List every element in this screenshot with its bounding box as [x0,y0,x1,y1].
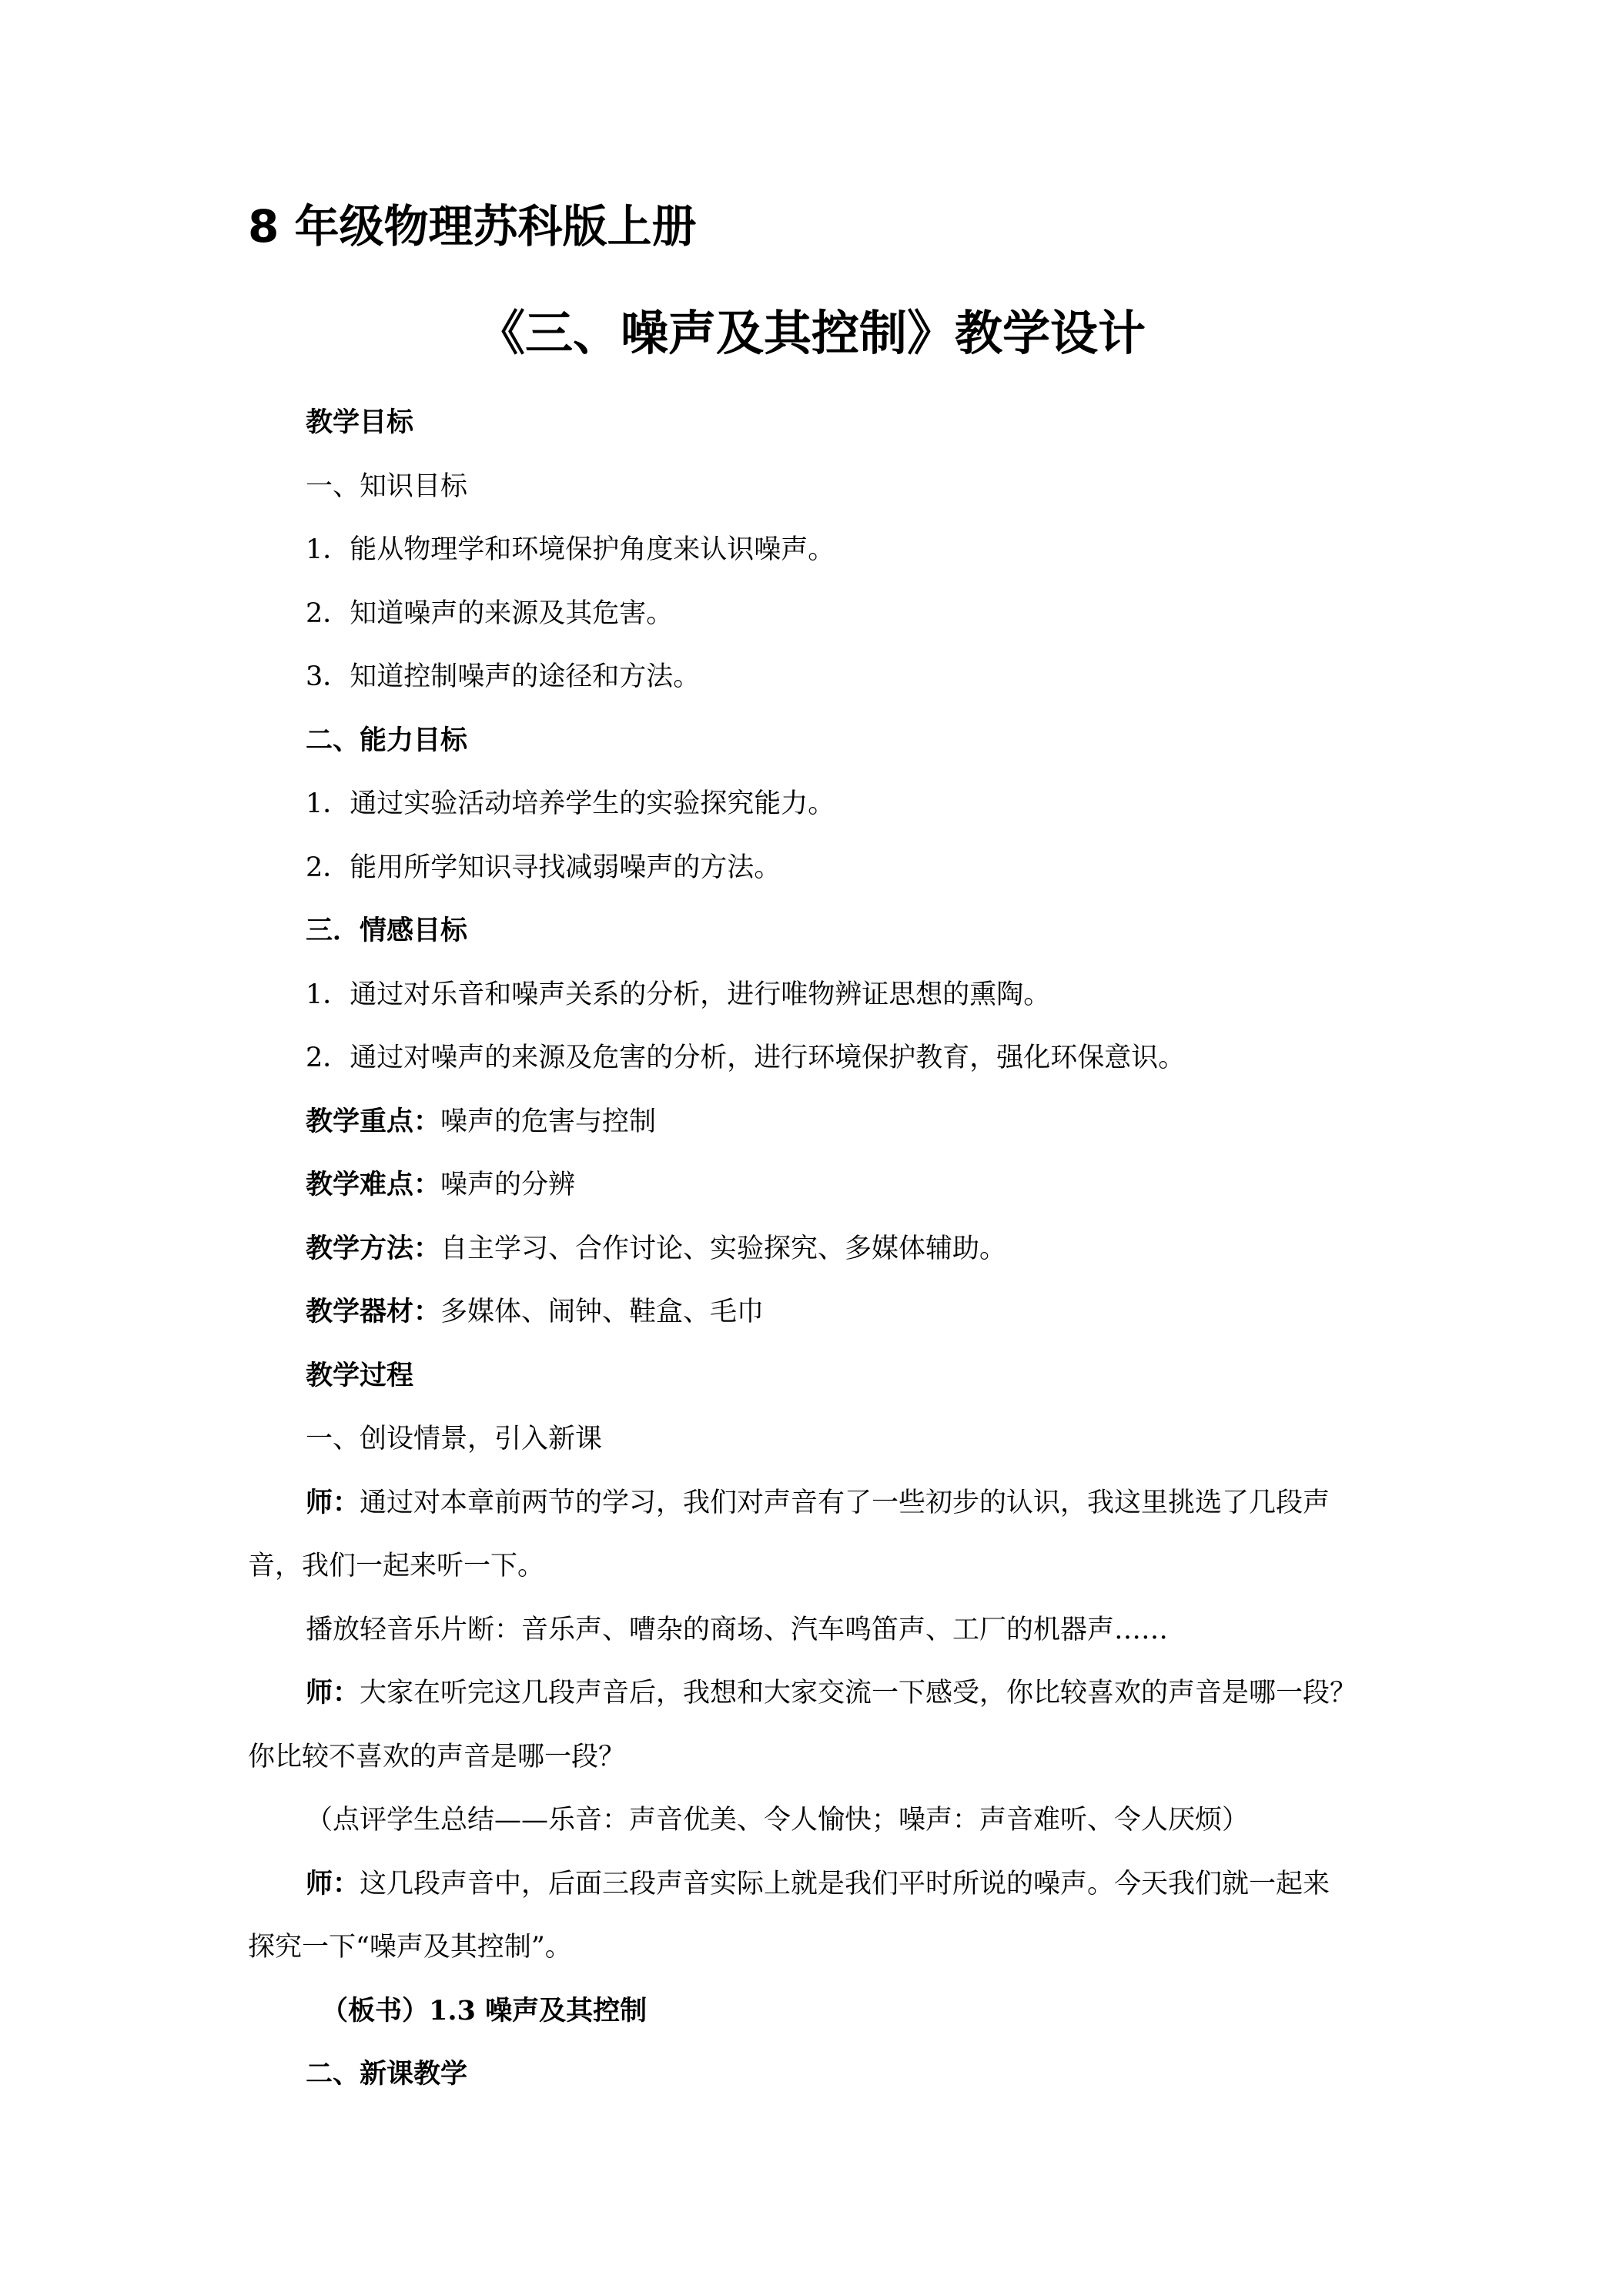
difficulty-label: 教学难点： [306,1169,441,1200]
teacher-speech-2-text: 大家在听完这几段声音后，我想和大家交流一下感受，你比较喜欢的声音是哪一段？ [360,1678,1357,1709]
teacher-speech-3-line-1 [248,1853,1380,1916]
play-description: 播放轻音乐片断：音乐声、嘈杂的商场、汽车鸣笛声、工厂的机器声…… [306,1614,1169,1645]
document-body [248,391,1380,2107]
equipment-label: 教学器材： [306,1296,441,1327]
method-text: 自主学习、合作讨论、实验探究、多媒体辅助。 [440,1233,1007,1264]
teacher-speech-3-line-2: 探究一下“噪声及其控制”。 [248,1932,572,1963]
teacher-label: 师： [306,1677,360,1709]
document-title: 8 年级物理苏科版上册 [248,200,697,253]
step2-heading: 二、新课教学 [306,2058,468,2090]
key-point-text: 噪声的危害与控制 [440,1106,657,1137]
step1-heading: 一、创设情景，引入新课 [306,1424,603,1454]
ability-heading: 二、能力目标 [306,724,468,756]
ability-item-1: 1．通过实验活动培养学生的实验探究能力。 [306,788,835,819]
teacher-speech-1-line-2: 音，我们一起来听一下。 [248,1551,545,1581]
emotion-heading: 三．情感目标 [306,915,468,946]
board-writing: （板书）1.3 噪声及其控制 [321,1994,648,2027]
lesson-title: 《三、噪声及其控制》教学设计 [477,305,1146,361]
teaching-method [248,1217,1380,1281]
goals-heading: 教学目标 [306,407,414,438]
teacher-speech-2-line-2: 你比较不喜欢的声音是哪一段？ [248,1741,626,1772]
equipment-text: 多媒体、闹钟、鞋盒、毛巾 [440,1297,765,1327]
teacher-label: 师： [306,1867,360,1899]
teacher-speech-3-text: 这几段声音中，后面三段声音实际上就是我们平时所说的噪声。今天我们就一起来 [360,1868,1330,1899]
key-point-label: 教学重点： [306,1105,441,1137]
method-label: 教学方法： [306,1232,441,1264]
knowledge-item-1: 1．能从物理学和环境保护角度来认识噪声。 [306,534,835,565]
teacher-speech-2-line-1 [248,1662,1380,1725]
process-heading: 教学过程 [306,1359,414,1391]
emotion-item-2: 2．通过对噪声的来源及危害的分析，进行环境保护教育，强化环保意识。 [306,1043,1186,1073]
teacher-speech-1-text: 通过对本章前两节的学习，我们对声音有了一些初步的认识，我这里挑选了几段声 [360,1487,1330,1518]
difficulty-text: 噪声的分辨 [440,1170,576,1200]
emotion-item-1: 1．通过对乐音和噪声关系的分析，进行唯物辨证思想的熏陶。 [306,979,1051,1010]
difficulty-point [248,1153,1380,1217]
ability-item-2: 2．能用所学知识寻找减弱噪声的方法。 [306,852,781,883]
comment-summary: （点评学生总结——乐音：声音优美、令人愉快；噪声：声音难听、令人厌烦） [306,1805,1250,1836]
knowledge-heading: 一、知识目标 [306,470,468,502]
teacher-label: 师： [306,1486,360,1518]
teacher-speech-1-line-1 [248,1471,1380,1535]
teaching-equipment [248,1280,1380,1344]
key-point [248,1090,1380,1154]
knowledge-item-3: 3．知道控制噪声的途径和方法。 [306,661,701,692]
knowledge-item-2: 2．知道噪声的来源及其危害。 [306,597,674,629]
